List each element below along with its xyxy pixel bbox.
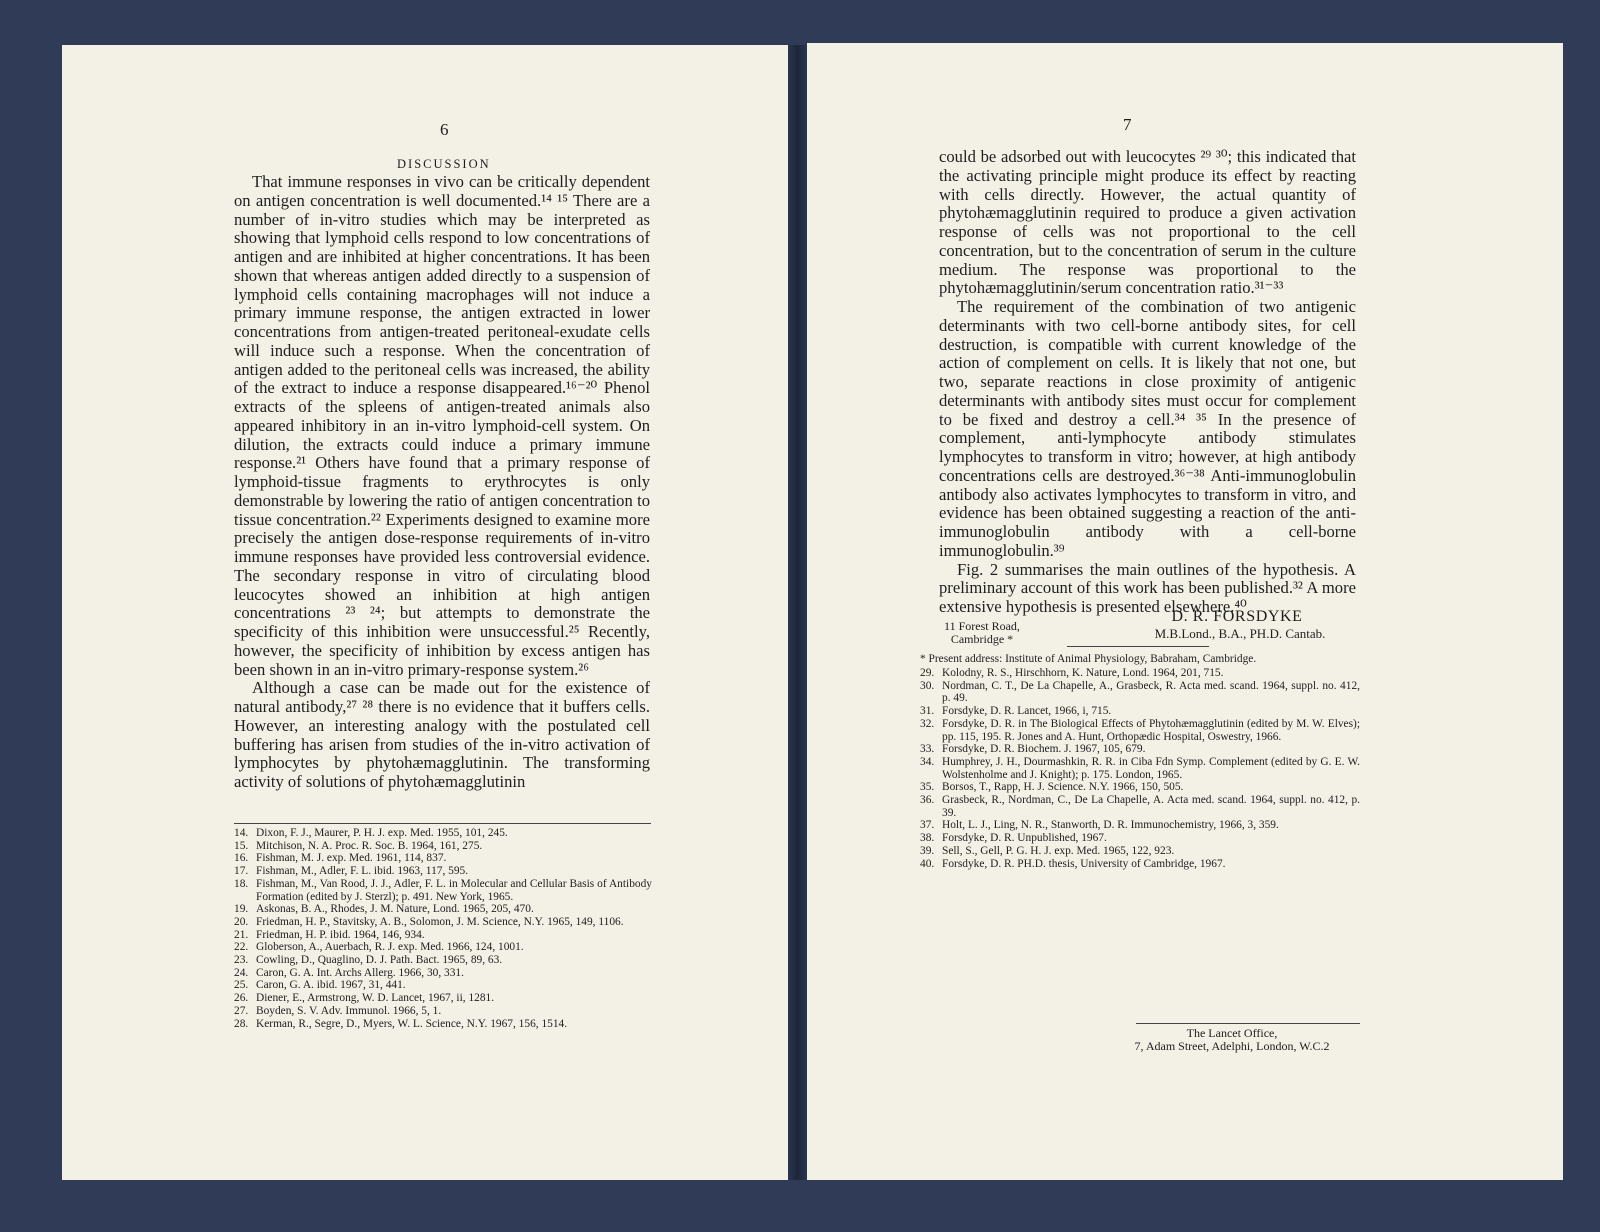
reference-item: 33. Forsdyke, D. R. Biochem. J. 1967, 105, 679. xyxy=(920,743,1146,756)
reference-item: 36. Grasbeck, R., Nordman, C., De La Chapelle, A. Acta med. scand. 1964, suppl. no. 412, p. 39. xyxy=(920,794,1360,819)
reference-item: 15. Mitchison, N. A. Proc. R. Soc. B. 1964, 161, 275. xyxy=(234,839,483,852)
paragraph: That immune responses in vivo can be critically dependent on antigen concentration is well documented.¹⁴ ¹⁵ There are a number of in-vitro studies which may be interpreted as showing that lymphoid cells respond to low concentrations of antigen and are inhibited at higher concentrations. It has been shown that whereas antigen added directly to a suspension of lymphoid cells containing macrophages will not induce a primary immune response, the antigen extracted in lower concentrations from antigen-treated peritoneal-exudate cells will induce such a response. When the concentration of antigen added to the peritoneal cells was increased, the ability of the extract to induce a response disappeared.¹⁶⁻²⁰ Phenol extracts of the spleens of antigen-treated animals also appeared inhibitory in an in-vitro lymphoid-cell system. On dilution, the extracts could induce a primary immune response.²¹ Others have found that a primary response of lymphoid-tissue fragments to erythrocytes is only demonstrable by lowering the ratio of antigen concentration to tissue concentration.²² Experiments designed to examine more precisely the antigen dose-response requirements of in-vitro immune responses have provided less controversial evidence. The secondary response in vitro of circulating blood leucocytes showed an inhibition at high antigen concentrations ²³ ²⁴; but attempts to demonstrate the specificity of this inhibition were unsuccessful.²⁵ Recently, however, the specificity of inhibition by excess antigen has been shown in an in-vitro primary-response system.²⁶ xyxy=(234,172,650,679)
reference-item: 17. Fishman, M., Adler, F. L. ibid. 1963, 117, 595. xyxy=(234,865,469,878)
publisher-address: The Lancet Office, 7, Adam Street, Adelphi, London, W.C.2 xyxy=(1134,1026,1330,1053)
author-name: D. R. FORSDYKE xyxy=(1171,608,1303,625)
reference-item: 19. Askonas, B. A., Rhodes, J. M. Nature, Lond. 1965, 205, 470. xyxy=(234,903,534,916)
reference-item: 37. Holt, L. J., Ling, N. R., Stanworth, D. R. Immunochemistry, 1966, 3, 359. xyxy=(920,819,1279,832)
paragraph: The requirement of the combination of two antigenic determinants with two cell-borne antibody sites, for cell destruction, is compatible with current knowledge of the action of complement on cells. It is likely that not one, but two, separate reactions in close proximity of antigenic determinants with antibody sites must occur for complement to be fixed and destroy a cell.³⁴ ³⁵ In the presence of complement, anti-lymphocyte antibody stimulates lymphocytes to transform in vitro; however, at high antibody concentrations cells are destroyed.³⁶⁻³⁸ Anti-immunoglobulin antibody also activates lymphocytes to transform in vitro, and evidence has been obtained suggesting a reaction of the anti-immunoglobulin antibody with a cell-borne immunoglobulin.³⁹ xyxy=(939,297,1356,560)
reference-item: 24. Caron, G. A. Int. Archs Allerg. 1966, 30, 331. xyxy=(234,966,464,979)
reference-item: 14. Dixon, F. J., Maurer, P. H. J. exp. Med. 1955, 101, 245. xyxy=(234,827,508,839)
reference-item: 26. Diener, E., Armstrong, W. D. Lancet, 1967, ii, 1281. xyxy=(234,992,495,1005)
reference-item: 38. Forsdyke, D. R. Unpublished, 1967. xyxy=(920,832,1107,845)
paragraph: could be adsorbed out with leucocytes ²⁹ ³⁰; this indicated that the activating principle might produce its effect by reacting with cells directly. However, the actual quantity of phytohæmagglutinin required to produce a given activation response of cells was not proportional to the cell concentration, but to the concentration of serum in the culture medium. The response was proportional to the phytohæmagglutinin/serum concentration ratio.³¹⁻³³ xyxy=(939,147,1356,298)
book-spine xyxy=(788,45,807,1180)
page-number: 6 xyxy=(440,120,449,139)
discussion-text-continued xyxy=(939,148,1356,617)
paragraph: Fig. 2 summarises the main outlines of the hypothesis. A preliminary account of this work has been published.³² A more extensive hypothesis is presented elsewhere.⁴⁰ xyxy=(939,559,1356,616)
section-heading: DISCUSSION xyxy=(397,157,491,171)
footnote-rule xyxy=(234,823,651,824)
reference-item: 23. Cowling, D., Quaglino, D. J. Path. Bact. 1965, 89, 63. xyxy=(234,954,503,967)
reference-item: 18. Fishman, M., Van Rood, J. J., Adler, F. L. in Molecular and Cellular Basis of Antibody Formation (edited by J. Sterzl); p. 491. New York, 1965. xyxy=(234,877,652,903)
right-page xyxy=(807,43,1563,1180)
reference-item: 27. Boyden, S. V. Adv. Immunol. 1966, 5, 1. xyxy=(234,1004,442,1017)
reference-item: 21. Friedman, H. P. ibid. 1964, 146, 934. xyxy=(234,928,425,941)
author-address: 11 Forest Road, Cambridge * xyxy=(944,619,1020,646)
address-footnote: * Present address: Institute of Animal Physiology, Babraham, Cambridge. xyxy=(920,653,1257,665)
reference-item: 40. Forsdyke, D. R. PH.D. thesis, University of Cambridge, 1967. xyxy=(920,857,1226,870)
reference-list xyxy=(920,667,1360,870)
page-number: 7 xyxy=(1123,115,1132,134)
reference-item: 28. Kerman, R., Segre, D., Myers, W. L. Science, N.Y. 1967, 156, 1514. xyxy=(234,1017,568,1030)
paragraph: Although a case can be made out for the existence of natural antibody,²⁷ ²⁸ there is no evidence that it buffers cells. However, an interesting analogy with the postulated cell buffering has arisen from studies of the in-vitro activation of lymphocytes by phytohæmagglutinin. The transforming activity of solutions of phytohæmagglutinin xyxy=(234,678,650,791)
reference-item: 32. Forsdyke, D. R. in The Biological Effects of Phytohæmagglutinin (edited by M. W. Elves); pp. 115, 195. R. Jones and A. Hunt, Orthopædic Hospital, Oswestry, 1966. xyxy=(920,717,1360,743)
left-page xyxy=(62,45,788,1180)
reference-item: 30. Nordman, C. T., De La Chapelle, A., Grasbeck, R. Acta med. scand. 1964, suppl. no. 412, p. 49. xyxy=(920,679,1360,705)
reference-item: 31. Forsdyke, D. R. Lancet, 1966, i, 715. xyxy=(920,705,1112,718)
reference-item: 39. Sell, S., Gell, P. G. H. J. exp. Med. 1965, 122, 923. xyxy=(920,844,1175,857)
discussion-text xyxy=(234,173,650,792)
reference-item: 16. Fishman, M. J. exp. Med. 1961, 114, 837. xyxy=(234,852,447,865)
reference-item: 25. Caron, G. A. ibid. 1967, 31, 441. xyxy=(234,979,406,992)
signature-rule xyxy=(1067,646,1209,647)
reference-item: 22. Globerson, A., Auerbach, R. J. exp. Med. 1966, 124, 1001. xyxy=(234,941,524,954)
reference-item: 29. Kolodny, R. S., Hirschhorn, K. Nature, Lond. 1964, 201, 715. xyxy=(920,667,1224,679)
reference-item: 20. Friedman, H. P., Stavitsky, A. B., Solomon, J. M. Science, N.Y. 1965, 149, 1106. xyxy=(234,915,624,928)
office-rule xyxy=(1136,1023,1360,1024)
reference-item: 35. Borsos, T., Rapp, H. J. Science. N.Y. 1966, 150, 505. xyxy=(920,781,1184,794)
reference-item: 34. Humphrey, J. H., Dourmashkin, R. R. in Ciba Fdn Symp. Complement (edited by G. E. W. Wolstenholme and J. Knight); p. 175. London, 1965. xyxy=(920,755,1360,781)
author-degrees: M.B.Lond., B.A., PH.D. Cantab. xyxy=(1154,626,1326,641)
reference-list xyxy=(234,827,652,1030)
